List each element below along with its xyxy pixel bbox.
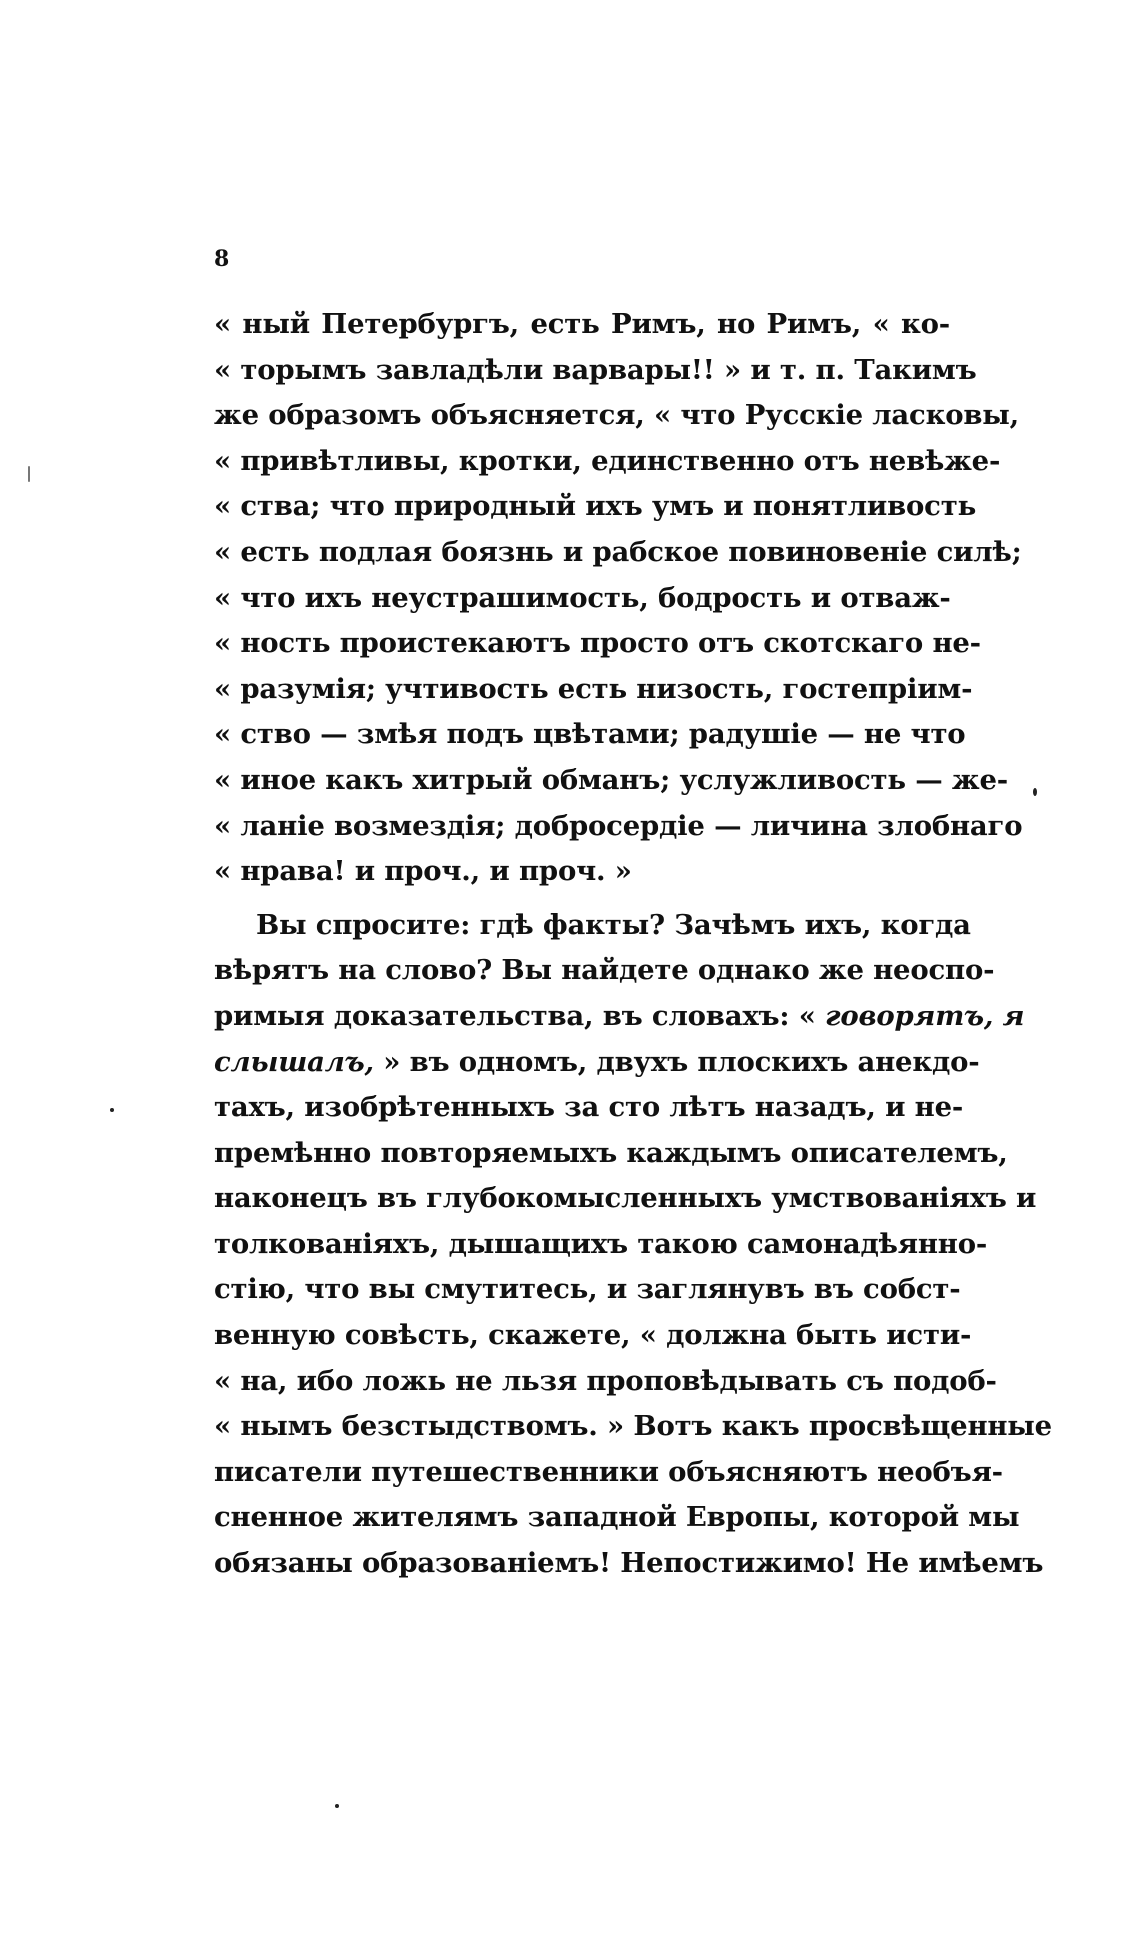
text-line-with-italic — [214, 1040, 980, 1086]
text-line: « ность проистекаютъ просто отъ скотскаго не- — [214, 627, 981, 660]
text-line: премѣнно повторяемыхъ каждымъ описателемъ, — [214, 1136, 1008, 1169]
text-line: « что ихъ неустрашимость, бодрость и отваж- — [214, 581, 951, 614]
text-line: « есть подлая боязнь и рабское повиновеніе силѣ; — [214, 535, 1022, 568]
text-line: « ства; что природный ихъ умъ и понятливость — [214, 490, 977, 523]
scan-speck — [110, 1108, 114, 1112]
text-line: « на, ибо ложь не льзя проповѣдывать съ подоб- — [214, 1364, 997, 1397]
text-line: вѣрятъ на слово? Вы найдете однако же неоспо- — [214, 954, 995, 987]
text-line: « торымъ завладѣли варвары!! » и т. п. Такимъ — [214, 353, 977, 386]
text-line: толкованіяхъ, дышащихъ такою самонадѣянно- — [214, 1227, 988, 1260]
text-line: наконецъ въ глубокомысленныхъ умствованіяхъ и — [214, 1182, 1037, 1215]
text-line: « иное какъ хитрый обманъ; услужливость — же- — [214, 763, 1008, 796]
text-fragment: » въ одномъ, двухъ плоскихъ анекдо- — [373, 1045, 980, 1078]
text-line: « привѣтливы, кротки, единственно отъ невѣже- — [214, 444, 1001, 477]
text-line: « нрава! и проч., и проч. » — [214, 855, 632, 888]
page-number-mark: 8 — [214, 246, 230, 272]
text-fragment: римыя доказательства, въ словахъ: « — [214, 999, 826, 1032]
scan-speck — [28, 466, 30, 482]
paragraph-1 — [214, 302, 1023, 895]
text-line: « ный Петербургъ, есть Римъ, но Римъ, « ко- — [214, 308, 950, 340]
text-line: « нымъ безстыдствомъ. » Вотъ какъ просвѣщенные — [214, 1410, 1052, 1443]
paragraph-2 — [214, 903, 1052, 1587]
text-line-with-italic — [214, 994, 1025, 1040]
text-line: Вы спросите: гдѣ факты? Зачѣмъ ихъ, когда — [256, 908, 971, 941]
text-line: « ство — змѣя подъ цвѣтами; радушіе — не что — [214, 718, 966, 751]
italic-fragment: слышалъ, — [214, 1045, 374, 1078]
text-line: венную совѣсть, скажете, « должна быть исти- — [214, 1319, 972, 1352]
italic-fragment: говорятъ, я — [825, 999, 1025, 1032]
body-text — [214, 302, 1052, 1587]
text-line: стію, что вы смутитесь, и заглянувъ въ собст- — [214, 1273, 961, 1306]
text-line: же образомъ объясняется, « что Русскіе ласковы, — [214, 399, 1020, 432]
paragraph-gap — [214, 895, 950, 903]
text-line: сненное жителямъ западной Европы, которой мы — [214, 1501, 1020, 1534]
scan-speck — [335, 1804, 339, 1808]
scan-speck — [1033, 788, 1037, 796]
text-line: писатели путешественники объясняютъ необъя- — [214, 1455, 1003, 1488]
text-line: тахъ, изобрѣтенныхъ за сто лѣтъ назадъ, и не- — [214, 1091, 964, 1124]
text-line: « разумія; учтивость есть низость, гостепріим- — [214, 672, 973, 705]
text-line: « ланіе возмездія; добросердіе — личина злобнаго — [214, 809, 1023, 842]
text-line: обязаны образованіемъ! Непостижимо! Не имѣемъ — [214, 1547, 1044, 1580]
